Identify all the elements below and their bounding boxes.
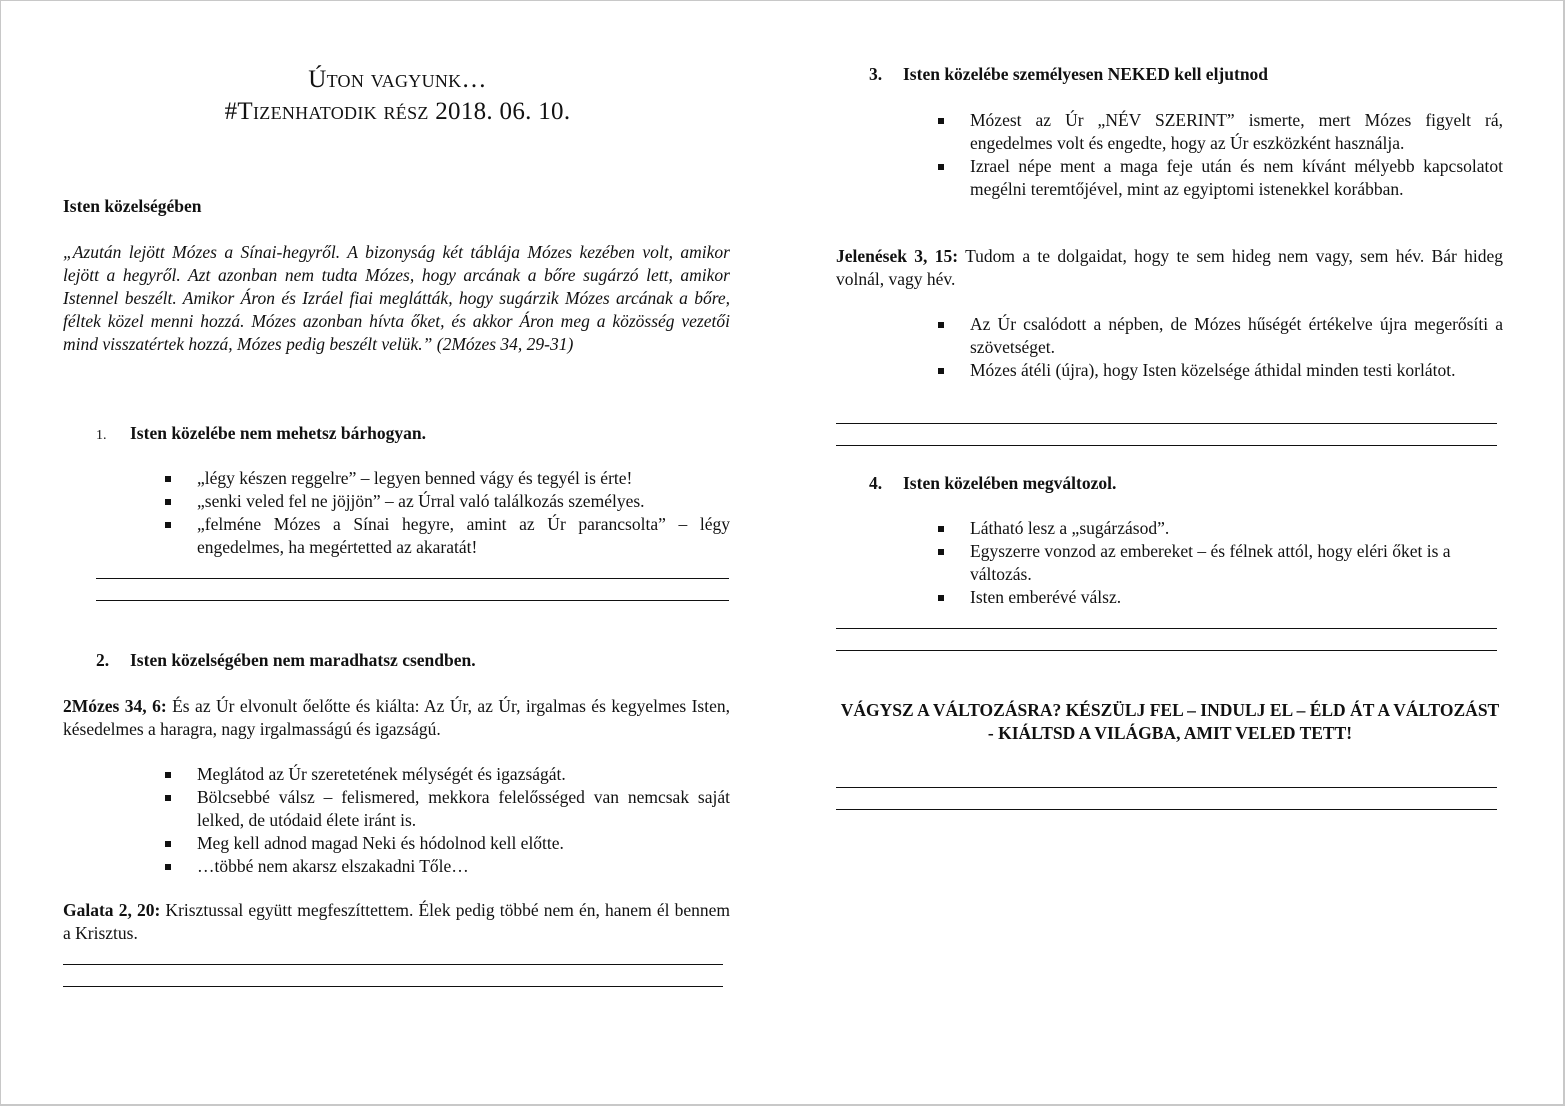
bullet-icon — [165, 499, 171, 505]
answer-line — [836, 809, 1497, 810]
galata-verse — [63, 899, 730, 945]
point-2-heading — [96, 649, 730, 672]
list-item: Egyszerre vonzod az embereket – és félnek attól, hogy eléri őket is a változás. — [970, 540, 1510, 586]
intro-quote: „Azután lejött Mózes a Sínai-hegyről. A bizonyság két táblája Mózes kezében volt, amikor lejött a hegyről. Azt azonban nem tudta Mózes, hogy arcának a bőre sugárzó lett, amikor Istennel beszélt. Amikor Áron és Izráel fiai meglátták, hogy sugárzik Mózes arcának a bőre, féltek közel menni hozzá. Mózes azonban hívta őket, és akkor Áron meg a közösség vezetői mind visszatértek hozzá, Mózes pedig beszélt velük.” (2Mózes 34, 29-31) — [63, 242, 730, 354]
list-item: Látható lesz a „sugárzásod”. — [970, 517, 1510, 540]
answer-line — [836, 628, 1497, 629]
bullet-icon — [165, 841, 171, 847]
bullet-icon — [938, 322, 944, 328]
bullet-icon — [165, 522, 171, 528]
point-3-title: Isten közelébe személyesen NEKED kell eljutnod — [903, 64, 1269, 84]
point-4-bullets — [970, 517, 1510, 609]
point-4-number: 4. — [869, 473, 883, 493]
verse-reference: Galata 2, 20: — [63, 900, 161, 920]
title-line-2: #Tizenhatodik rész 2018. 06. 10. — [224, 98, 571, 125]
list-item: „légy készen reggelre” – legyen benned vágy és tegyél is érte! — [197, 467, 730, 490]
list-item: Izrael népe ment a maga feje után és nem kívánt mélyebb kapcsolatot megélni teremtőjével, mint az egyiptomi istenekkel korábban. — [970, 155, 1503, 201]
point-3-bullets — [970, 109, 1503, 201]
point-2-bullets — [197, 763, 730, 878]
list-item: Mózes átéli (újra), hogy Isten közelsége áthidal minden testi korlátot. — [970, 359, 1503, 382]
answer-line — [63, 986, 723, 987]
bullet-icon — [165, 864, 171, 870]
answer-line — [836, 423, 1497, 424]
document-title — [120, 64, 675, 128]
title-line-1: Úton vagyunk… — [308, 66, 487, 93]
closing-line-1: VÁGYSZ A VÁLTOZÁSRA? KÉSZÜLJ FEL – INDULJ EL – ÉLD ÁT A VÁLTOZÁST — [840, 700, 1500, 720]
point-1-number: 1. — [96, 428, 107, 443]
list-item: …többé nem akarsz elszakadni Tőle… — [197, 855, 730, 878]
point-3-heading — [869, 63, 1509, 86]
bullet-icon — [938, 118, 944, 124]
point-3-bullets-2 — [970, 313, 1503, 382]
bullet-icon — [165, 476, 171, 482]
verse-text: Tudom a te dolgaidat, hogy te sem hideg nem vagy, sem hév. Bár hideg volnál, vagy hév. — [836, 246, 1503, 289]
list-item: Mózest az Úr „NÉV SZERINT” ismerte, mert Mózes figyelt rá, engedelmes volt és engedte, hogy az Úr eszközként használja. — [970, 109, 1503, 155]
bullet-icon — [938, 549, 944, 555]
verse-text: És az Úr elvonult őelőtte és kiálta: Az Úr, az Úr, irgalmas és kegyelmes Isten, késedelmes a haragra, nagy irgalmasságú és igazságú. — [63, 696, 730, 739]
answer-line — [96, 578, 729, 579]
point-4-heading — [869, 472, 1509, 495]
list-item: Bölcsebbé válsz – felismered, mekkora felelősséged van nemcsak saját lelked, de utódaid élete iránt is. — [197, 786, 730, 832]
bullet-icon — [165, 772, 171, 778]
closing-call-to-action — [830, 699, 1510, 745]
list-item: Isten emberévé válsz. — [970, 586, 1510, 609]
bullet-icon — [165, 795, 171, 801]
verse-text: Krisztussal együtt megfeszíttettem. Élek pedig többé nem én, hanem él bennem a Krisztus. — [63, 900, 730, 943]
list-item: Az Úr csalódott a népben, de Mózes hűségét értékelve újra megerősíti a szövetséget. — [970, 313, 1503, 359]
bullet-icon — [938, 595, 944, 601]
list-item: Meg kell adnod magad Neki és hódolnod kell előtte. — [197, 832, 730, 855]
point-1-bullets — [197, 467, 730, 559]
point-3-number: 3. — [869, 64, 883, 84]
answer-line — [96, 600, 729, 601]
point-4-title: Isten közelében megváltozol. — [903, 473, 1117, 493]
jelenesek-verse — [836, 245, 1503, 291]
point-2-number: 2. — [96, 650, 110, 670]
verse-reference: Jelenések 3, 15: — [836, 246, 959, 266]
list-item: „felméne Mózes a Sínai hegyre, amint az Úr parancsolta” – légy engedelmes, ha megértetted az akaratát! — [197, 513, 730, 559]
answer-line — [63, 964, 723, 965]
point-1-title: Isten közelébe nem mehetsz bárhogyan. — [130, 423, 427, 443]
answer-line — [836, 787, 1497, 788]
answer-line — [836, 650, 1497, 651]
point-2-title: Isten közelségében nem maradhatsz csendben. — [130, 650, 476, 670]
point-1-heading — [96, 422, 730, 447]
closing-line-2: - KIÁLTSD A VILÁGBA, AMIT VELED TETT! — [987, 723, 1353, 743]
verse-reference: 2Mózes 34, 6: — [63, 696, 167, 716]
point-2-verse — [63, 695, 730, 741]
list-item: „senki veled fel ne jöjjön” – az Úrral való találkozás személyes. — [197, 490, 730, 513]
answer-line — [836, 445, 1497, 446]
list-item: Meglátod az Úr szeretetének mélységét és igazságát. — [197, 763, 730, 786]
section-title: Isten közelségében — [63, 196, 202, 216]
bullet-icon — [938, 526, 944, 532]
bullet-icon — [938, 368, 944, 374]
bullet-icon — [938, 164, 944, 170]
